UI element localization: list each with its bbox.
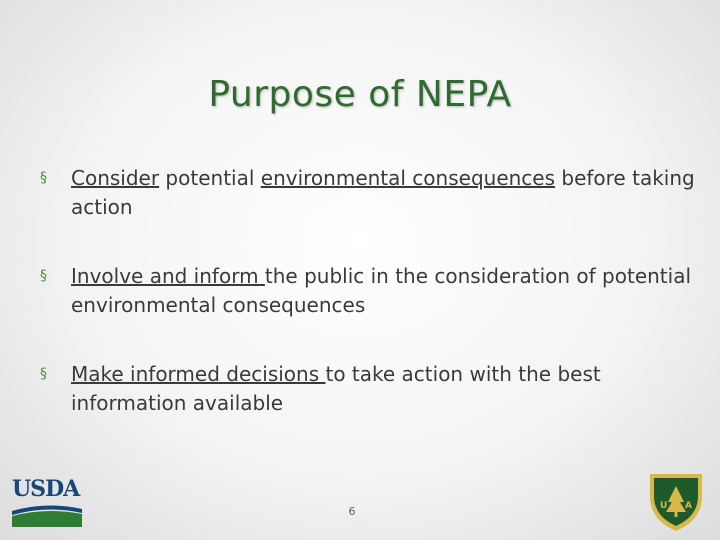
bullet-text: the public in the consideration of potential environmental consequences: [71, 264, 692, 317]
bullet-text: potential: [159, 166, 261, 190]
bullet-text-underlined: Consider: [71, 166, 160, 190]
usda-swoosh-icon: [12, 503, 82, 527]
shield-letters-us: U S: [660, 501, 677, 511]
bullet-item: [40, 360, 700, 418]
bullet-list: [40, 164, 700, 418]
bullet-text-underlined: Involve and inform: [71, 264, 265, 288]
bullet-item: [40, 262, 700, 320]
bullet-text-underlined: Make informed decisions: [71, 362, 326, 386]
bullet-item: [40, 164, 700, 222]
bullet-text: before taking action: [71, 166, 695, 219]
usda-logo-text: USDA: [12, 476, 80, 502]
page-number: 6: [348, 505, 356, 518]
usda-logo: [12, 478, 84, 528]
forest-service-shield-icon: [645, 468, 707, 534]
slide-title: Purpose of NEPA: [208, 74, 512, 115]
bullet-text: to take action with the best information available: [71, 362, 601, 415]
bullet-marker: §: [40, 366, 47, 382]
bullet-marker: §: [40, 170, 47, 186]
bullet-marker: §: [40, 268, 47, 284]
shield-letter-a: A: [685, 501, 692, 511]
bullet-text-underlined: environmental consequences: [260, 166, 556, 190]
